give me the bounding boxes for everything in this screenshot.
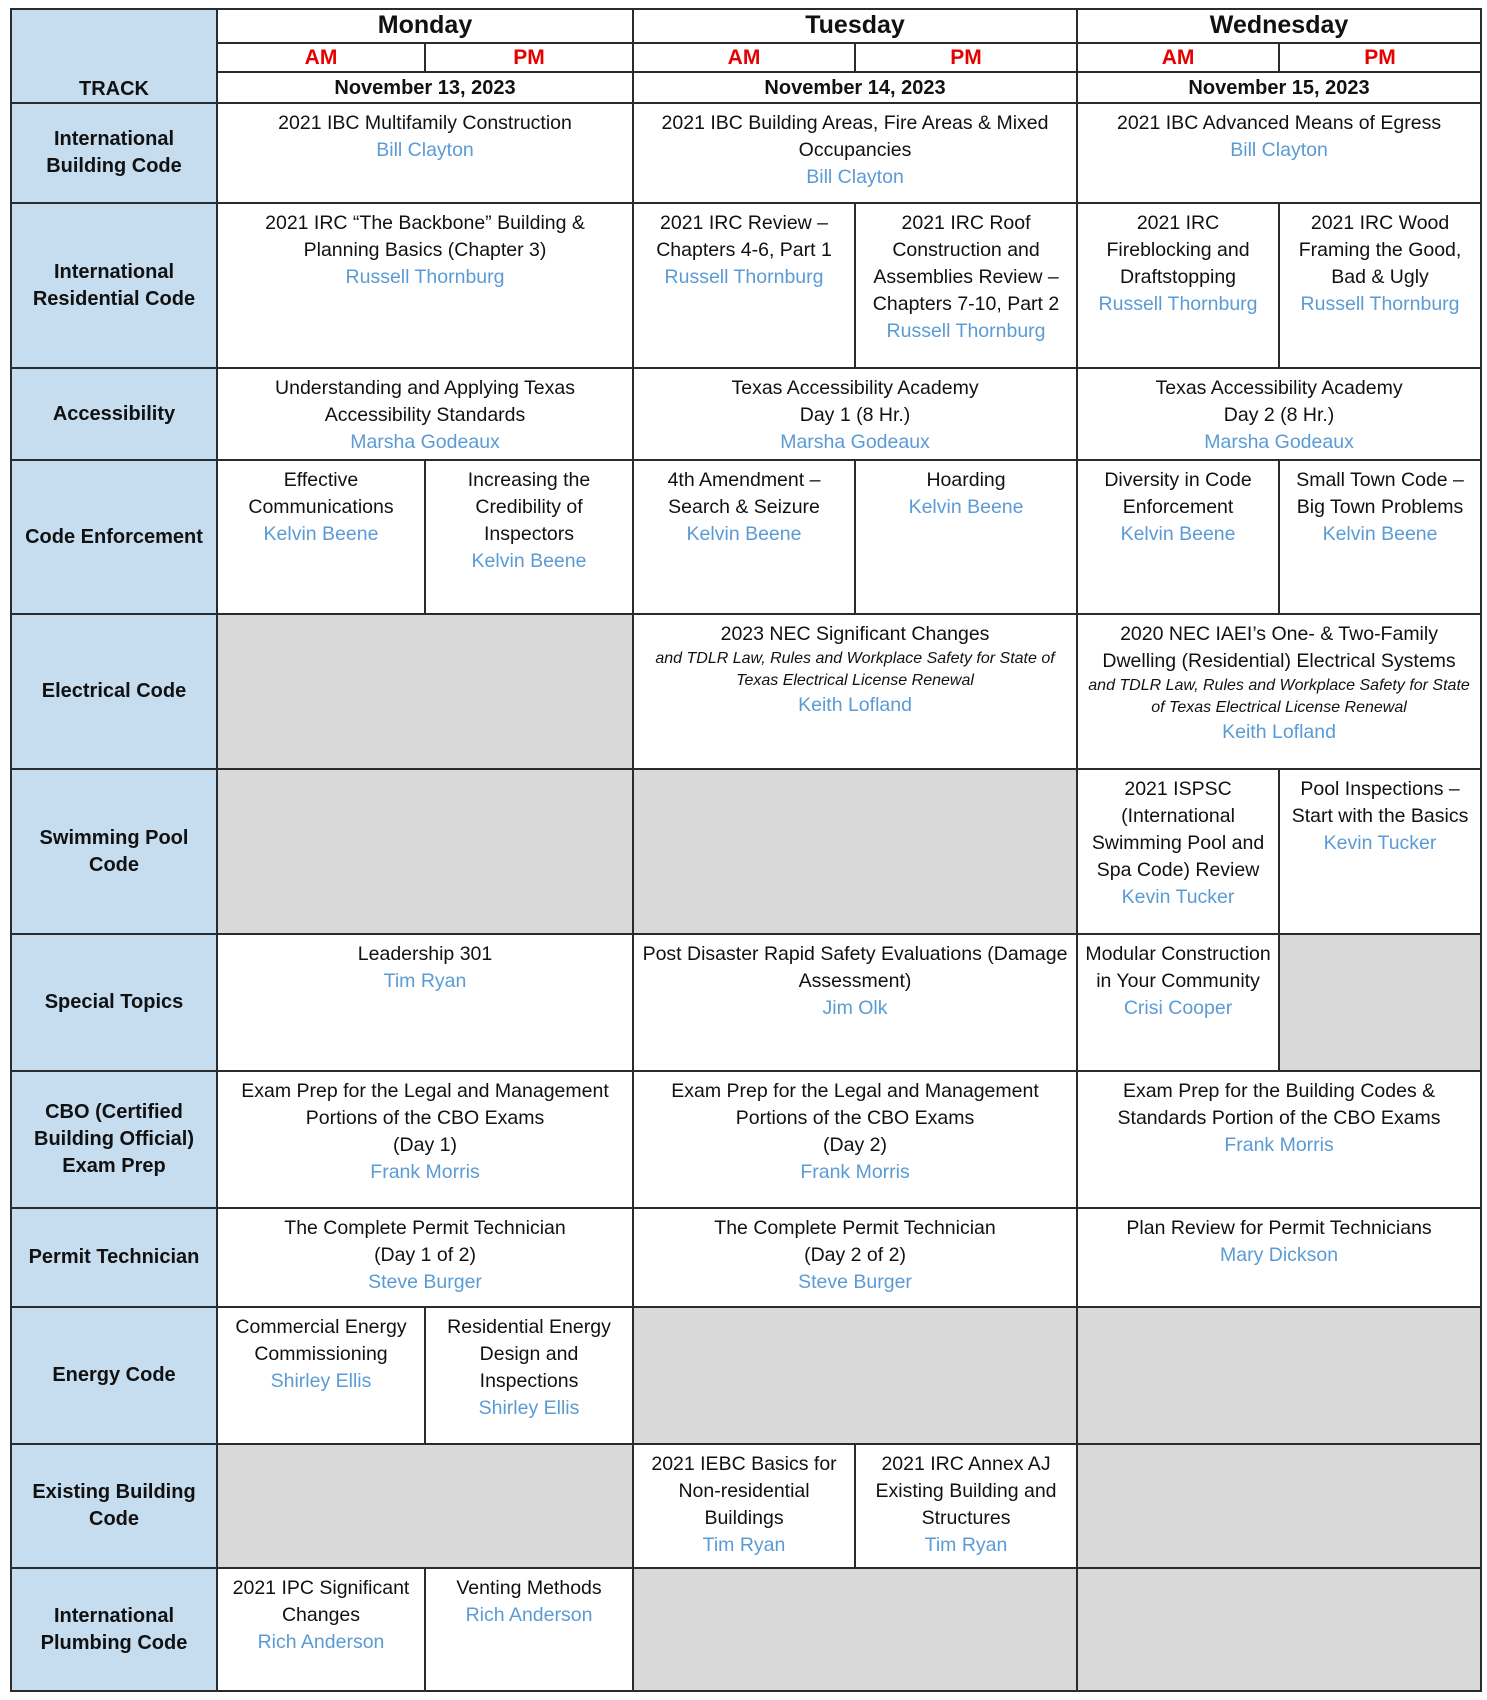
session-instructor: Crisi Cooper — [1123, 997, 1233, 1019]
session-title: 2021 IBC Advanced Means of Egress — [1116, 112, 1442, 134]
session-instructor: Kevin Tucker — [1323, 832, 1437, 854]
wednesday-pm-label: PM — [1279, 43, 1481, 72]
session-cell — [1077, 769, 1279, 934]
session-title: Small Town Code – Big Town Problems — [1296, 469, 1464, 518]
session-title: Plan Review for Permit Technicians — [1126, 1217, 1432, 1239]
session-instructor: Russell Thornburg — [664, 266, 824, 288]
session-title: Modular Construction in Your Community — [1085, 943, 1271, 992]
session-subtitle: (Day 2) — [823, 1134, 887, 1156]
session-instructor: Marsha Godeaux — [780, 431, 930, 453]
session-cell — [425, 1307, 633, 1444]
session-cell — [217, 460, 425, 614]
session-instructor: Kelvin Beene — [908, 496, 1024, 518]
track-row — [11, 1444, 1481, 1568]
session-cell — [425, 460, 633, 614]
session-title: The Complete Permit Technician — [714, 1217, 996, 1239]
session-title: Commercial Energy Commissioning — [235, 1316, 407, 1365]
session-title: 2021 IPC Significant Changes — [232, 1577, 410, 1626]
session-instructor: Russell Thornburg — [345, 266, 505, 288]
session-cell — [633, 103, 1077, 203]
session-cell — [1077, 368, 1481, 460]
track-label: Accessibility — [11, 368, 217, 460]
session-instructor: Kevin Tucker — [1121, 886, 1235, 908]
session-cell — [1279, 460, 1481, 614]
empty-session-cell — [217, 1444, 633, 1568]
session-title: Increasing the Credibility of Inspectors — [467, 469, 591, 545]
wednesday-am-label: AM — [1077, 43, 1279, 72]
session-instructor: Marsha Godeaux — [1204, 431, 1354, 453]
session-instructor: Rich Anderson — [465, 1604, 593, 1626]
session-cell — [855, 1444, 1077, 1568]
session-subtitle: Day 2 (8 Hr.) — [1223, 404, 1335, 426]
session-title: The Complete Permit Technician — [284, 1217, 566, 1239]
session-title: 2021 IRC Wood Framing the Good, Bad & Ugly — [1298, 212, 1462, 288]
track-row — [11, 203, 1481, 368]
session-cell — [217, 103, 633, 203]
session-cell — [217, 203, 633, 368]
session-instructor: Kelvin Beene — [471, 550, 587, 572]
session-instructor: Tim Ryan — [702, 1534, 786, 1556]
session-title: Venting Methods — [456, 1577, 602, 1599]
session-title: Diversity in Code Enforcement — [1104, 469, 1252, 518]
session-cell — [1077, 934, 1279, 1071]
session-title: 4th Amendment – Search & Seizure — [667, 469, 821, 518]
session-title: Post Disaster Rapid Safety Evaluations (Damage Assessment) — [642, 943, 1068, 992]
empty-session-cell — [217, 769, 633, 934]
empty-session-cell — [217, 614, 633, 769]
session-subtitle: Day 1 (8 Hr.) — [799, 404, 911, 426]
session-title: 2021 IBC Building Areas, Fire Areas & Mixed Occupancies — [661, 112, 1049, 161]
session-instructor: Kelvin Beene — [263, 523, 379, 545]
session-cell — [633, 368, 1077, 460]
session-instructor: Russell Thornburg — [1300, 293, 1460, 315]
session-instructor: Bill Clayton — [1230, 139, 1328, 161]
session-cell — [1077, 1071, 1481, 1208]
session-subtitle: (Day 1) — [393, 1134, 457, 1156]
session-title: Exam Prep for the Building Codes & Standards Portion of the CBO Exams — [1117, 1080, 1441, 1129]
session-instructor: Bill Clayton — [376, 139, 474, 161]
track-row — [11, 1208, 1481, 1307]
session-instructor: Marsha Godeaux — [350, 431, 500, 453]
session-note: and TDLR Law, Rules and Workplace Safety for State of Texas Electrical License Renewal — [1088, 677, 1470, 716]
track-row — [11, 1307, 1481, 1444]
session-instructor: Keith Lofland — [798, 694, 912, 716]
session-instructor: Rich Anderson — [257, 1631, 385, 1653]
session-title: 2021 ISPSC (International Swimming Pool and Spa Code) Review — [1091, 778, 1265, 881]
session-title: Effective Communications — [248, 469, 394, 518]
session-title: Texas Accessibility Academy — [1155, 377, 1403, 399]
empty-session-cell — [633, 769, 1077, 934]
monday-date: November 13, 2023 — [217, 72, 633, 103]
session-cell — [425, 1568, 633, 1691]
session-instructor: Kelvin Beene — [1120, 523, 1236, 545]
session-instructor: Shirley Ellis — [478, 1397, 580, 1419]
empty-session-cell — [1077, 1568, 1481, 1691]
tuesday-am-label: AM — [633, 43, 855, 72]
track-row — [11, 368, 1481, 460]
session-cell — [1077, 1208, 1481, 1307]
track-label: International Plumbing Code — [11, 1568, 217, 1691]
session-instructor: Kelvin Beene — [1322, 523, 1438, 545]
session-title: 2021 IRC Annex AJ Existing Building and Structures — [875, 1453, 1057, 1529]
session-cell — [1077, 103, 1481, 203]
empty-session-cell — [1077, 1444, 1481, 1568]
session-title: Understanding and Applying Texas Accessibility Standards — [275, 377, 575, 426]
session-title: Exam Prep for the Legal and Management Portions of the CBO Exams — [671, 1080, 1039, 1129]
session-cell — [217, 1208, 633, 1307]
session-title: 2021 IRC Fireblocking and Draftstopping — [1106, 212, 1250, 288]
session-cell — [855, 460, 1077, 614]
session-instructor: Steve Burger — [798, 1271, 912, 1293]
track-row — [11, 614, 1481, 769]
session-cell — [633, 934, 1077, 1071]
monday-am-label: AM — [217, 43, 425, 72]
session-instructor: Frank Morris — [800, 1161, 910, 1183]
session-title: Hoarding — [926, 469, 1006, 491]
session-cell — [633, 1071, 1077, 1208]
track-label: Permit Technician — [11, 1208, 217, 1307]
session-cell — [633, 1444, 855, 1568]
wednesday-date: November 15, 2023 — [1077, 72, 1481, 103]
session-title: 2021 IBC Multifamily Construction — [278, 112, 572, 134]
session-cell — [217, 1307, 425, 1444]
track-label: Energy Code — [11, 1307, 217, 1444]
empty-session-cell — [633, 1568, 1077, 1691]
track-label: Code Enforcement — [11, 460, 217, 614]
day-header-tuesday: Tuesday — [633, 9, 1077, 43]
conference-schedule-table — [10, 8, 1482, 1692]
track-row — [11, 460, 1481, 614]
track-label: International Building Code — [11, 103, 217, 203]
session-title: Leadership 301 — [357, 943, 493, 965]
session-cell — [633, 203, 855, 368]
session-cell — [1077, 460, 1279, 614]
session-title: Pool Inspections – Start with the Basics — [1291, 778, 1469, 827]
session-instructor: Steve Burger — [368, 1271, 482, 1293]
session-title: 2021 IEBC Basics for Non-residential Buildings — [651, 1453, 837, 1529]
session-cell — [217, 1071, 633, 1208]
session-title: 2020 NEC IAEI’s One- & Two-Family Dwelling (Residential) Electrical Systems — [1102, 623, 1456, 672]
session-cell — [217, 368, 633, 460]
tuesday-pm-label: PM — [855, 43, 1077, 72]
session-instructor: Frank Morris — [370, 1161, 480, 1183]
track-label: Existing Building Code — [11, 1444, 217, 1568]
session-instructor: Russell Thornburg — [1098, 293, 1258, 315]
session-cell — [633, 460, 855, 614]
track-row — [11, 1071, 1481, 1208]
session-instructor: Tim Ryan — [383, 970, 467, 992]
session-instructor: Shirley Ellis — [270, 1370, 372, 1392]
session-cell — [855, 203, 1077, 368]
session-title: 2021 IRC “The Backbone” Building & Planning Basics (Chapter 3) — [265, 212, 585, 261]
day-header-wednesday: Wednesday — [1077, 9, 1481, 43]
empty-session-cell — [1077, 1307, 1481, 1444]
tuesday-date: November 14, 2023 — [633, 72, 1077, 103]
session-instructor: Tim Ryan — [924, 1534, 1008, 1556]
session-title: Exam Prep for the Legal and Management Portions of the CBO Exams — [241, 1080, 609, 1129]
session-title: Texas Accessibility Academy — [731, 377, 979, 399]
track-column-header: TRACK — [11, 9, 217, 103]
track-row — [11, 103, 1481, 203]
empty-session-cell — [633, 1307, 1077, 1444]
session-instructor: Frank Morris — [1224, 1134, 1334, 1156]
track-label: Special Topics — [11, 934, 217, 1071]
track-row — [11, 1568, 1481, 1691]
track-label: Swimming Pool Code — [11, 769, 217, 934]
session-title: Residential Energy Design and Inspections — [447, 1316, 611, 1392]
session-instructor: Bill Clayton — [806, 166, 904, 188]
session-title: 2021 IRC Roof Construction and Assemblies Review – Chapters 7-10, Part 2 — [872, 212, 1060, 315]
session-instructor: Russell Thornburg — [886, 320, 1046, 342]
track-row — [11, 769, 1481, 934]
session-cell — [217, 934, 633, 1071]
track-label: CBO (Certified Building Official) Exam Prep — [11, 1071, 217, 1208]
day-header-monday: Monday — [217, 9, 633, 43]
session-title: 2021 IRC Review – Chapters 4-6, Part 1 — [656, 212, 832, 261]
session-instructor: Jim Olk — [822, 997, 888, 1019]
session-cell — [1279, 203, 1481, 368]
session-note: and TDLR Law, Rules and Workplace Safety for State of Texas Electrical License Renewal — [655, 650, 1055, 689]
session-cell — [1077, 203, 1279, 368]
track-row — [11, 934, 1481, 1071]
track-label: Electrical Code — [11, 614, 217, 769]
session-instructor: Kelvin Beene — [686, 523, 802, 545]
session-instructor: Mary Dickson — [1219, 1244, 1339, 1266]
session-subtitle: (Day 1 of 2) — [374, 1244, 476, 1266]
session-cell — [1077, 614, 1481, 769]
monday-pm-label: PM — [425, 43, 633, 72]
empty-session-cell — [1279, 934, 1481, 1071]
session-subtitle: (Day 2 of 2) — [804, 1244, 906, 1266]
session-instructor: Keith Lofland — [1222, 721, 1336, 743]
track-label: International Residential Code — [11, 203, 217, 368]
session-title: 2023 NEC Significant Changes — [720, 623, 990, 645]
session-cell — [633, 1208, 1077, 1307]
session-cell — [633, 614, 1077, 769]
session-cell — [217, 1568, 425, 1691]
session-cell — [1279, 769, 1481, 934]
